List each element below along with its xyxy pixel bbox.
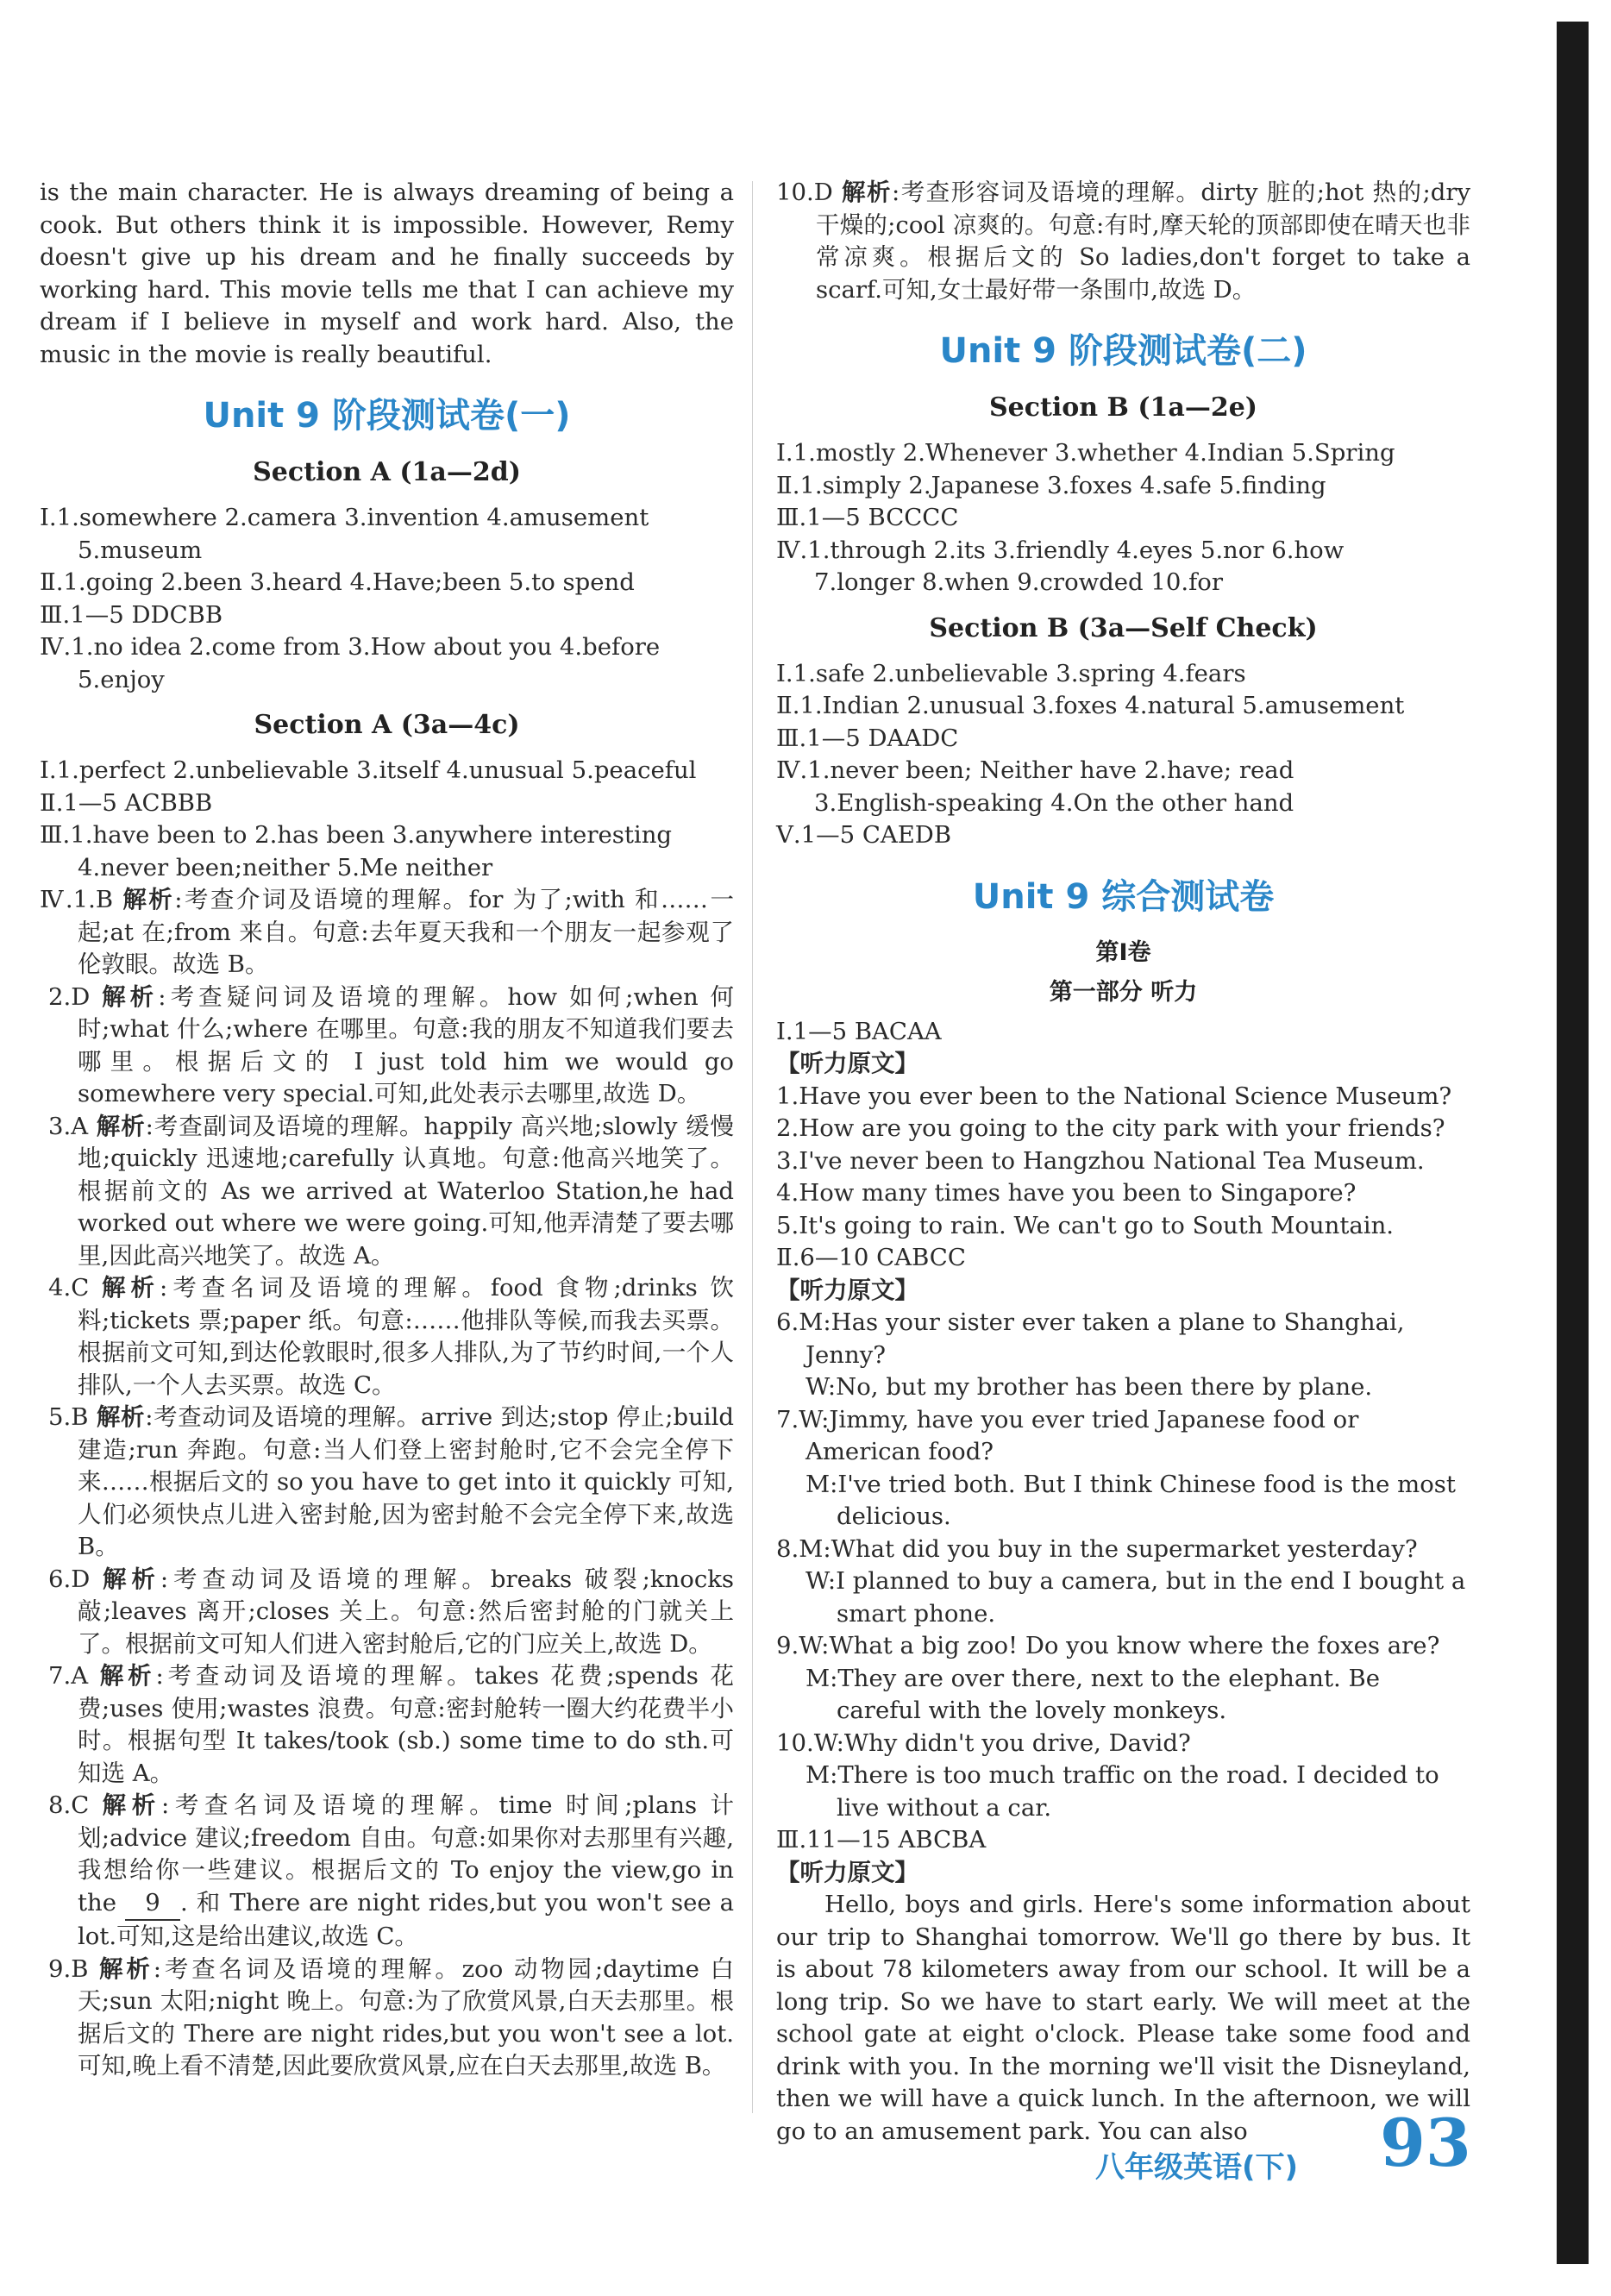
- answer-line: Ⅱ.1.Indian 2.unusual 3.foxes 4.natural 5.amusement: [776, 692, 1405, 719]
- explanation-text: :考查介词及语境的理解。for 为了;with 和……一起;at 在;from 来自。句意:去年夏天我和一个朋友一起参观了伦敦眼。故选 B。: [78, 886, 734, 978]
- explanation-text: :考查动词及语境的理解。takes 花费;spends 花费;uses 使用;wastes 浪费。句意:密封舱转一圈大约花费半小时。根据句型 It takes/took (sb.) some time to do sth.可知选 A。: [78, 1662, 735, 1787]
- answer-line: 4.never been;neither 5.Me neither: [78, 853, 493, 881]
- volume-title: 第Ⅰ卷: [1095, 938, 1151, 966]
- explanation-text: :考查名词及语境的理解。food 食物;drinks 饮料;tickets 票;paper 纸。句意:……他排队等候,而我去买票。根据前文可知,到达伦敦眼时,很多人排队,为了节约时间,一个人排队,一个人去买票。故选 C。: [78, 1274, 734, 1399]
- explanation-item: [48, 1564, 734, 1661]
- dialog-line: M:I've tried both. But I think Chinese food is the most delicious.: [806, 1470, 1456, 1530]
- answer-line: 5.museum: [78, 536, 203, 564]
- intro-paragraph: is the main character. He is always dreaming of being a cook. But others think it is impossible. However, Remy doesn't give up his dream and he finally succeeds by working hard. This movie tells me that I can achieve my dream if I believe in myself and work hard. Also, the music in the movie is really beautiful.: [40, 179, 734, 368]
- explanation-item: [48, 1111, 734, 1273]
- answer-line: Ⅱ.1—5 ACBBB: [40, 788, 213, 817]
- explanation-item: [40, 884, 734, 982]
- dialog-line: M:They are over there, next to the elephant. Be careful with the lovely monkeys.: [806, 1664, 1380, 1724]
- grade-subject-label: 八年级英语(下): [1095, 2150, 1299, 2185]
- answer-line: Ⅰ.1.mostly 2.Whenever 3.whether 4.Indian 5.Spring: [776, 439, 1395, 467]
- script-line: 1.Have you ever been to the National Science Museum?: [776, 1082, 1452, 1110]
- answer-line: Ⅳ.1.no idea 2.come from 3.How about you 4.before: [40, 633, 661, 661]
- unit-title-3: Unit 9 综合测试卷: [972, 876, 1275, 917]
- question-number: 3.A: [48, 1112, 89, 1140]
- dialog-line: 8.M:What did you buy in the supermarket yesterday?: [776, 1534, 1418, 1563]
- page-number: 93: [1380, 2105, 1471, 2181]
- unit-title-1: Unit 9 阶段测试卷(一): [203, 396, 571, 436]
- question-number: 6.D: [48, 1565, 91, 1593]
- answer-line: Ⅲ.1—5 DAADC: [776, 724, 959, 752]
- explanation-item: [48, 1660, 734, 1790]
- explanation-tag: 解析: [99, 1662, 156, 1690]
- explanation-item: [48, 1272, 734, 1402]
- page-footer: [1095, 2105, 1492, 2186]
- answer-line: Ⅰ.1.perfect 2.unbelievable 3.itself 4.unusual 5.peaceful: [40, 756, 697, 784]
- part-title: 第一部分 听力: [1049, 978, 1198, 1006]
- answer-line: 5.enjoy: [78, 665, 165, 693]
- script-line: 2.How are you going to the city park with your friends?: [776, 1114, 1445, 1142]
- question-number: 8.C: [48, 1791, 90, 1819]
- answer-line: Ⅲ.1—5 BCCCC: [776, 504, 959, 531]
- explanation-tag: 解析: [102, 1274, 160, 1302]
- section-title-b2: Section B (3a—Self Check): [929, 612, 1318, 643]
- explanation-tag: 解析: [122, 886, 175, 913]
- unit-title-2: Unit 9 阶段测试卷(二): [939, 331, 1307, 371]
- explanation-item: [48, 1954, 734, 2083]
- explanation-tag: 解析: [102, 982, 159, 1011]
- dialog-line: 6.M:Has your sister ever taken a plane to Shanghai, Jenny?: [776, 1308, 1405, 1369]
- listening-script-tag: 【听力原文】: [776, 1858, 918, 1886]
- dialog-line: W:No, but my brother has been there by plane.: [806, 1373, 1373, 1401]
- script-line: 3.I've never been to Hangzhou National Tea Museum.: [776, 1146, 1425, 1175]
- answer-line: Ⅳ.1.through 2.its 3.friendly 4.eyes 5.nor 6.how: [776, 536, 1345, 564]
- answer-line: Ⅰ.1.somewhere 2.camera 3.invention 4.amusement: [40, 504, 649, 531]
- answer-line: Ⅲ.11—15 ABCBA: [776, 1826, 987, 1854]
- dialog-line: M:There is too much traffic on the road. I decided to live without a car.: [806, 1761, 1439, 1822]
- answer-line: 7.longer 8.when 9.crowded 10.for: [814, 568, 1223, 596]
- blank-number: 9: [125, 1887, 180, 1922]
- question-number: 7.A: [48, 1662, 89, 1690]
- explanation-item: [48, 982, 734, 1111]
- explanation-tag: 解析: [102, 1791, 161, 1819]
- section-title-a1: Section A (1a—2d): [253, 457, 521, 487]
- listening-script-tag: 【听力原文】: [776, 1050, 918, 1077]
- explanation-item: [48, 1402, 734, 1564]
- answer-line: Ⅰ.1.safe 2.unbelievable 3.spring 4.fears: [776, 659, 1246, 687]
- explanation-text: :考查名词及语境的理解。time 时间;plans 计划;advice 建议;freedom 自由。句意:如果你对去那里有兴趣,我想给你一些建议。根据后文的 To enjoy the view,go in the: [78, 1791, 735, 1916]
- section-title-b1: Section B (1a—2e): [988, 392, 1257, 423]
- dialog-line: 10.W:Why didn't you drive, David?: [776, 1728, 1191, 1757]
- dialog-line: W:I planned to buy a camera, but in the end I bought a smart phone.: [806, 1567, 1466, 1628]
- page-edge-bar: [1557, 22, 1589, 2264]
- explanation-item: [776, 177, 1470, 306]
- explanation-tag: 解析: [99, 1954, 154, 1983]
- question-number: 2.D: [48, 982, 91, 1011]
- explanation-tag: 解析: [842, 179, 892, 206]
- script-line: 5.It's going to rain. We can't go to South Mountain.: [776, 1211, 1395, 1239]
- answer-line: Ⅲ.1.have been to 2.has been 3.anywhere interesting: [40, 821, 673, 849]
- answer-line: 3.English-speaking 4.On the other hand: [814, 788, 1294, 817]
- explanation-text: :考查名词及语境的理解。zoo 动物园;daytime 白天;sun 太阳;night 晚上。句意:为了欣赏风景,白天去那里。根据后文的 There are night rides,but you won't see a lot.可知,晚上看不清楚,因此要欣赏风景,应在白天去那里,故选 B。: [78, 1954, 734, 2080]
- answer-line: Ⅳ.1.never been; Neither have 2.have; read: [776, 756, 1294, 784]
- right-column: [776, 177, 1470, 2148]
- answer-line: Ⅱ.1.going 2.been 3.heard 4.Have;been 5.to spend: [40, 568, 635, 596]
- left-column: [40, 177, 734, 2083]
- column-divider: [752, 181, 753, 2113]
- answer-line: Ⅴ.1—5 CAEDB: [776, 821, 952, 849]
- passage-paragraph: Hello, boys and girls. Here's some information about our trip to Shanghai tomorrow. We'll go there by bus. It is about 78 kilometers away from our school. It will be a long trip. So we have to start early. We will meet at the school gate at eight o'clock. Please take some food and drink with you. In the morning we'll visit the Disneyland, then we will have a quick lunch. In the afternoon, we will go to an amusement park. You can also: [776, 1891, 1470, 2145]
- answer-line: Ⅲ.1—5 DDCBB: [40, 600, 223, 629]
- listening-script-tag: 【听力原文】: [776, 1276, 918, 1304]
- explanation-text: :考查疑问词及语境的理解。how 如何;when 何时;what 什么;where 在哪里。句意:我的朋友不知道我们要去哪里。根据后文的 I just told him we would go somewhere very special.可知,此处表示去哪里,故选 D。: [78, 982, 734, 1107]
- answer-line: Ⅱ.6—10 CABCC: [776, 1244, 966, 1271]
- question-number: 5.B: [48, 1403, 89, 1431]
- answer-line: Ⅰ.1—5 BACAA: [776, 1017, 942, 1045]
- question-number: 10.D: [776, 179, 833, 206]
- explanation-item: [48, 1790, 734, 1954]
- explanation-text: :考查形容词及语境的理解。dirty 脏的;hot 热的;dry 干燥的;cool 凉爽的。句意:有时,摩天轮的顶部即使在晴天也非常凉爽。根据后文的 So ladies,don't forget to take a scarf.可知,女士最好带一条围巾,故选 D。: [816, 179, 1470, 304]
- question-number: 4.C: [48, 1274, 90, 1302]
- explanation-text: . 和 There are night rides,but you won't see a lot.可知,这是给出建议,故选 C。: [78, 1888, 734, 1950]
- explanation-text: :考查动词及语境的理解。breaks 破裂;knocks 敲;leaves 离开;closes 关上。句意:然后密封舱的门就关上了。根据前文可知人们进入密封舱后,它的门应关上,故选 D。: [78, 1565, 734, 1658]
- script-line: 4.How many times have you been to Singapore?: [776, 1179, 1357, 1207]
- explanation-tag: 解析: [96, 1112, 146, 1140]
- question-number: Ⅳ.1.B: [40, 886, 114, 913]
- dialog-line: 9.W:What a big zoo! Do you know where the foxes are?: [776, 1632, 1440, 1659]
- explanation-text: :考查动词及语境的理解。arrive 到达;stop 停止;build 建造;run 奔跑。句意:当人们登上密封舱时,它不会完全停下来……根据后文的 so you have to get into it quickly 可知,人们必须快点儿进入密封舱,因为密封舱不会完全停下来,故选 B。: [78, 1403, 734, 1560]
- dialog-line: 7.W:Jimmy, have you ever tried Japanese food or American food?: [776, 1405, 1359, 1465]
- explanation-tag: 解析: [102, 1565, 160, 1593]
- explanation-tag: 解析: [96, 1403, 146, 1431]
- answer-line: Ⅱ.1.simply 2.Japanese 3.foxes 4.safe 5.finding: [776, 471, 1326, 499]
- explanation-text: :考查副词及语境的理解。happily 高兴地;slowly 缓慢地;quickly 迅速地;carefully 认真地。句意:他高兴地笑了。根据前文的 As we arrived at Waterloo Station,he had worked out where we were going.可知,他弄清楚了要去哪里,因此高兴地笑了。故选 A。: [78, 1112, 734, 1270]
- question-number: 9.B: [48, 1954, 89, 1983]
- section-title-a2: Section A (3a—4c): [254, 710, 520, 740]
